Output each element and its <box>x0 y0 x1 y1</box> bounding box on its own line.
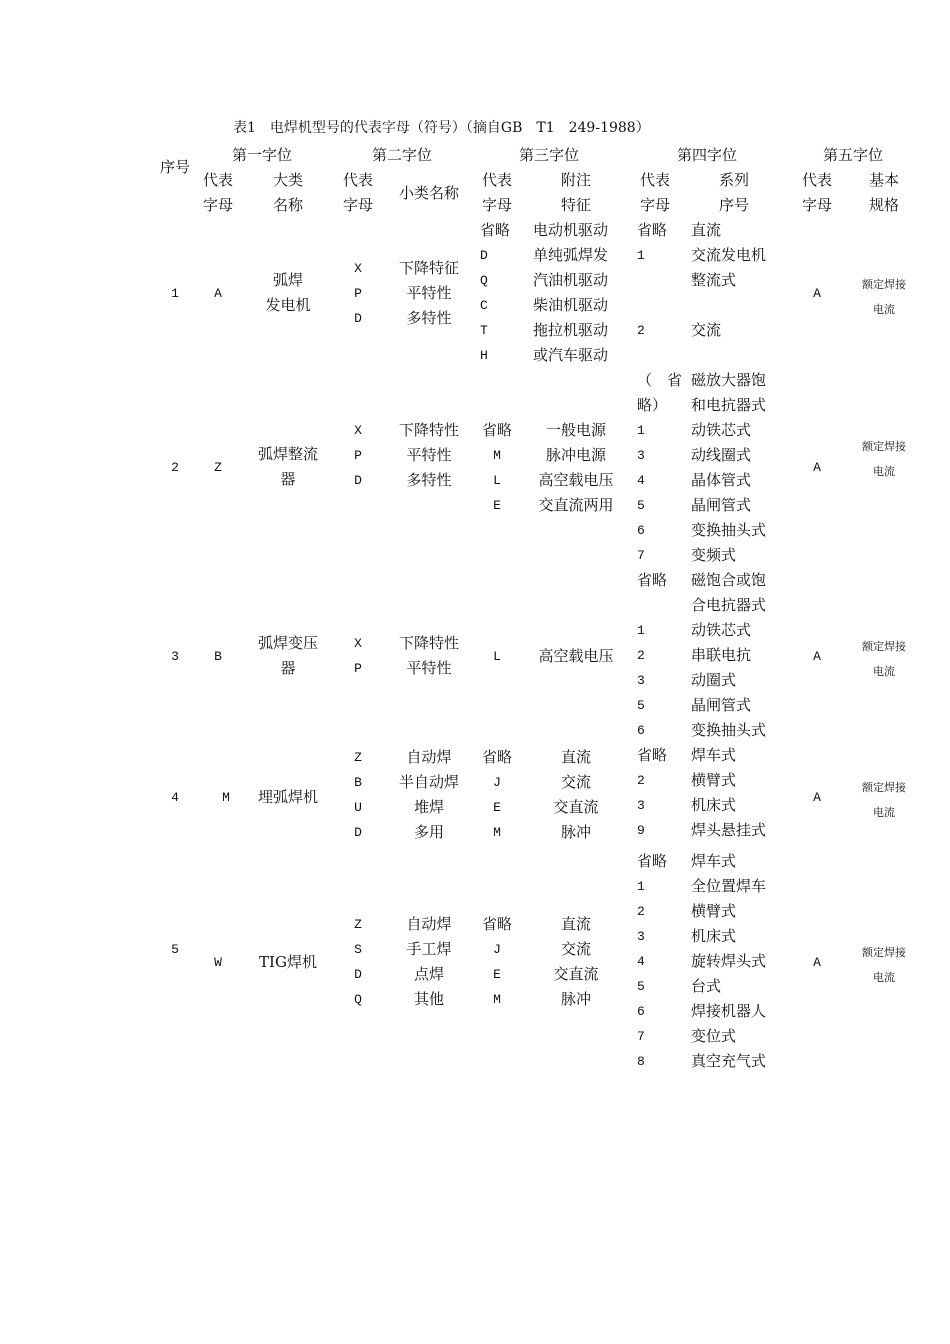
row-code2: S <box>354 942 362 957</box>
row-code3: 省略 <box>481 748 513 766</box>
row-code4: 8 <box>637 1054 645 1069</box>
row-code2: D <box>354 473 362 488</box>
row-seq: 5 <box>171 942 179 957</box>
row-note3: 交流 <box>560 940 592 958</box>
row-code3: E <box>493 800 501 815</box>
row-code3: H <box>480 348 488 363</box>
row-spec5: 额定焊接 <box>862 440 906 453</box>
row-category: 器 <box>280 659 296 677</box>
row-series4: 动圈式 <box>691 671 737 689</box>
row-code3: 省略 <box>481 915 513 933</box>
row-series4: 动铁芯式 <box>691 421 752 439</box>
row-series4: 焊头悬挂式 <box>691 821 767 839</box>
row-note3: 脉冲电源 <box>545 446 607 464</box>
row-code4: 省略 <box>637 221 668 239</box>
row-code3: D <box>480 248 488 263</box>
row-code4: 2 <box>637 904 645 919</box>
row-code3: L <box>493 473 501 488</box>
row-code2: B <box>354 775 362 790</box>
row-subcategory: 点焊 <box>413 965 445 983</box>
row-series4: 晶闸管式 <box>691 696 752 714</box>
row-spec5: 额定焊接 <box>862 278 906 291</box>
row-code5: A <box>813 790 821 805</box>
row-note3: 柴油机驱动 <box>533 296 609 314</box>
row-series4: 真空充气式 <box>691 1052 767 1070</box>
header-seq: 序号 <box>159 158 191 176</box>
row-code2: P <box>354 448 362 463</box>
row-category: 发电机 <box>265 296 311 314</box>
row-seq: 1 <box>171 286 179 301</box>
row-code1: Z <box>214 460 222 475</box>
row-code2: P <box>354 286 362 301</box>
row-spec5: 电流 <box>873 303 895 316</box>
row-note3: 交直流 <box>553 798 599 816</box>
row-code3: C <box>480 298 488 313</box>
row-series4: 旋转焊头式 <box>691 952 767 970</box>
row-code2: Z <box>354 917 362 932</box>
row-series4: 变换抽头式 <box>691 721 767 739</box>
row-series4: 晶闸管式 <box>691 496 752 514</box>
header-cat1: 大类 <box>272 171 304 189</box>
row-code4: （ 省 <box>637 371 683 389</box>
row-note3: 汽油机驱动 <box>533 271 609 289</box>
header-code3: 字母 <box>481 196 513 214</box>
row-code4: 6 <box>637 723 645 738</box>
row-series4: 焊车式 <box>691 746 737 764</box>
row-subcategory: 堆焊 <box>413 798 445 816</box>
row-code2: D <box>354 825 362 840</box>
row-note3: 交流 <box>560 773 592 791</box>
row-code4: 9 <box>637 823 645 838</box>
header-code4: 代表 <box>639 171 671 189</box>
row-spec5: 电流 <box>873 971 895 984</box>
header-digit1: 第一字位 <box>231 146 293 164</box>
row-code2: X <box>354 261 362 276</box>
header-cat1: 名称 <box>272 196 304 214</box>
row-code4: 1 <box>637 879 645 894</box>
row-note3: 高空载电压 <box>538 647 614 665</box>
row-code3: M <box>493 448 501 463</box>
header-series4: 系列 <box>718 171 750 189</box>
row-code2: X <box>354 636 362 651</box>
row-series4: 整流式 <box>691 271 737 289</box>
row-series4: 晶体管式 <box>691 471 752 489</box>
row-seq: 2 <box>171 460 179 475</box>
row-code1: A <box>214 286 222 301</box>
row-code3: M <box>493 825 501 840</box>
row-subcategory: 平特性 <box>406 284 452 302</box>
row-series4: 直流 <box>691 221 722 239</box>
row-seq: 4 <box>171 790 179 805</box>
row-code4: 省略 <box>637 852 668 870</box>
row-series4: 交流发电机 <box>691 246 767 264</box>
row-category: 埋弧焊机 <box>257 788 319 806</box>
row-note3: 高空载电压 <box>538 471 614 489</box>
row-seq: 3 <box>171 649 179 664</box>
row-code4: 2 <box>637 323 645 338</box>
header-code1: 代表 <box>202 171 234 189</box>
header-code4: 字母 <box>639 196 671 214</box>
row-series4: 横臂式 <box>691 771 737 789</box>
row-series4: 合电抗器式 <box>691 596 767 614</box>
row-subcategory: 下降特征 <box>398 259 460 277</box>
row-subcategory: 自动焊 <box>406 915 452 933</box>
header-spec5: 基本 <box>868 171 900 189</box>
header-cat2: 小类名称 <box>398 184 460 202</box>
row-code3: 省略 <box>481 421 513 439</box>
row-note3: 一般电源 <box>545 421 607 439</box>
row-subcategory: 多特性 <box>406 471 452 489</box>
row-code4: 略） <box>637 396 668 414</box>
header-code3: 代表 <box>481 171 513 189</box>
row-code3: E <box>493 498 501 513</box>
row-series4: 机床式 <box>691 927 737 945</box>
header-digit3: 第三字位 <box>518 146 580 164</box>
row-note3: 脉冲 <box>560 990 592 1008</box>
row-code4: 3 <box>637 673 645 688</box>
row-code4: 4 <box>637 473 645 488</box>
header-digit5: 第五字位 <box>822 146 884 164</box>
row-code5: A <box>813 286 821 301</box>
header-note3: 特征 <box>560 196 592 214</box>
row-code2: X <box>354 423 362 438</box>
row-spec5: 电流 <box>873 665 895 678</box>
row-subcategory: 手工焊 <box>406 940 452 958</box>
row-code4: 6 <box>637 523 645 538</box>
row-subcategory: 其他 <box>413 990 445 1008</box>
row-subcategory: 下降特性 <box>398 421 460 439</box>
row-series4: 磁放大器饱 <box>691 371 767 389</box>
row-category: 器 <box>280 470 296 488</box>
row-series4: 焊接机器人 <box>691 1002 767 1020</box>
row-note3: 直流 <box>560 748 592 766</box>
row-series4: 串联电抗 <box>691 646 752 664</box>
row-subcategory: 平特性 <box>406 446 452 464</box>
row-subcategory: 多用 <box>413 823 445 841</box>
header-spec5: 规格 <box>868 196 900 214</box>
row-code3: L <box>493 649 501 664</box>
row-code2: P <box>354 661 362 676</box>
row-code4: 3 <box>637 929 645 944</box>
row-code1: M <box>222 790 230 805</box>
row-series4: 焊车式 <box>691 852 737 870</box>
header-digit4: 第四字位 <box>676 146 738 164</box>
header-code2: 字母 <box>342 196 374 214</box>
row-code4: 3 <box>637 448 645 463</box>
row-note3: 拖拉机驱动 <box>533 321 609 339</box>
row-code5: A <box>813 955 821 970</box>
row-code1: W <box>214 955 222 970</box>
row-code4: 省略 <box>637 746 668 764</box>
row-code3: M <box>493 992 501 1007</box>
row-code4: 2 <box>637 773 645 788</box>
row-code4: 7 <box>637 548 645 563</box>
row-series4: 全位置焊车 <box>691 877 767 895</box>
row-series4: 变频式 <box>691 546 737 564</box>
row-series4: 变位式 <box>691 1027 737 1045</box>
row-code4: 5 <box>637 498 645 513</box>
row-series4: 台式 <box>691 977 722 995</box>
row-code4: 2 <box>637 648 645 663</box>
row-code4: 5 <box>637 698 645 713</box>
row-series4: 动铁芯式 <box>691 621 752 639</box>
row-series4: 磁饱合或饱 <box>691 571 767 589</box>
row-series4: 交流 <box>691 321 722 339</box>
header-code5: 字母 <box>801 196 833 214</box>
row-code5: A <box>813 460 821 475</box>
row-code3: J <box>493 775 501 790</box>
row-code3: 省略 <box>480 221 511 239</box>
row-code5: A <box>813 649 821 664</box>
row-code4: 6 <box>637 1004 645 1019</box>
row-code2: Z <box>354 750 362 765</box>
row-code4: 省略 <box>637 571 668 589</box>
row-subcategory: 平特性 <box>406 659 452 677</box>
row-note3: 或汽车驱动 <box>533 346 609 364</box>
row-code4: 5 <box>637 979 645 994</box>
header-digit2: 第二字位 <box>371 146 433 164</box>
row-code3: J <box>493 942 501 957</box>
header-code5: 代表 <box>801 171 833 189</box>
row-subcategory: 自动焊 <box>406 748 452 766</box>
row-spec5: 电流 <box>873 806 895 819</box>
row-series4: 横臂式 <box>691 902 737 920</box>
row-code3: Q <box>480 273 488 288</box>
row-spec5: 额定焊接 <box>862 781 906 794</box>
row-series4: 变换抽头式 <box>691 521 767 539</box>
row-subcategory: 多特性 <box>406 309 452 327</box>
row-spec5: 电流 <box>873 465 895 478</box>
row-spec5: 额定焊接 <box>862 946 906 959</box>
row-subcategory: 半自动焊 <box>398 773 460 791</box>
row-code4: 1 <box>637 623 645 638</box>
row-code2: D <box>354 311 362 326</box>
row-code4: 1 <box>637 423 645 438</box>
row-category: TIG焊机 <box>259 953 317 971</box>
row-code1: B <box>214 649 222 664</box>
row-category: 弧焊变压 <box>257 634 319 652</box>
header-code1: 字母 <box>202 196 234 214</box>
header-code2: 代表 <box>342 171 374 189</box>
row-subcategory: 下降特性 <box>398 634 460 652</box>
row-code3: E <box>493 967 501 982</box>
header-series4: 序号 <box>718 196 750 214</box>
row-code4: 4 <box>637 954 645 969</box>
row-note3: 脉冲 <box>560 823 592 841</box>
row-note3: 电动机驱动 <box>533 221 609 239</box>
row-code4: 3 <box>637 798 645 813</box>
row-note3: 单纯弧焊发 <box>533 246 609 264</box>
row-note3: 直流 <box>560 915 592 933</box>
row-note3: 交直流两用 <box>538 496 614 514</box>
table-caption: 表1 电焊机型号的代表字母（符号）（摘自GB T1 249-1988） <box>233 120 650 136</box>
row-series4: 动线圈式 <box>691 446 752 464</box>
row-spec5: 额定焊接 <box>862 640 906 653</box>
row-code2: Q <box>354 992 362 1007</box>
row-series4: 机床式 <box>691 796 737 814</box>
row-code2: U <box>354 800 362 815</box>
row-code4: 1 <box>637 248 645 263</box>
row-category: 弧焊整流 <box>257 445 319 463</box>
header-note3: 附注 <box>560 171 592 189</box>
row-code4: 7 <box>637 1029 645 1044</box>
row-code2: D <box>354 967 362 982</box>
row-series4: 和电抗器式 <box>691 396 767 414</box>
row-code3: T <box>480 323 488 338</box>
row-note3: 交直流 <box>553 965 599 983</box>
row-category: 弧焊 <box>272 271 304 289</box>
